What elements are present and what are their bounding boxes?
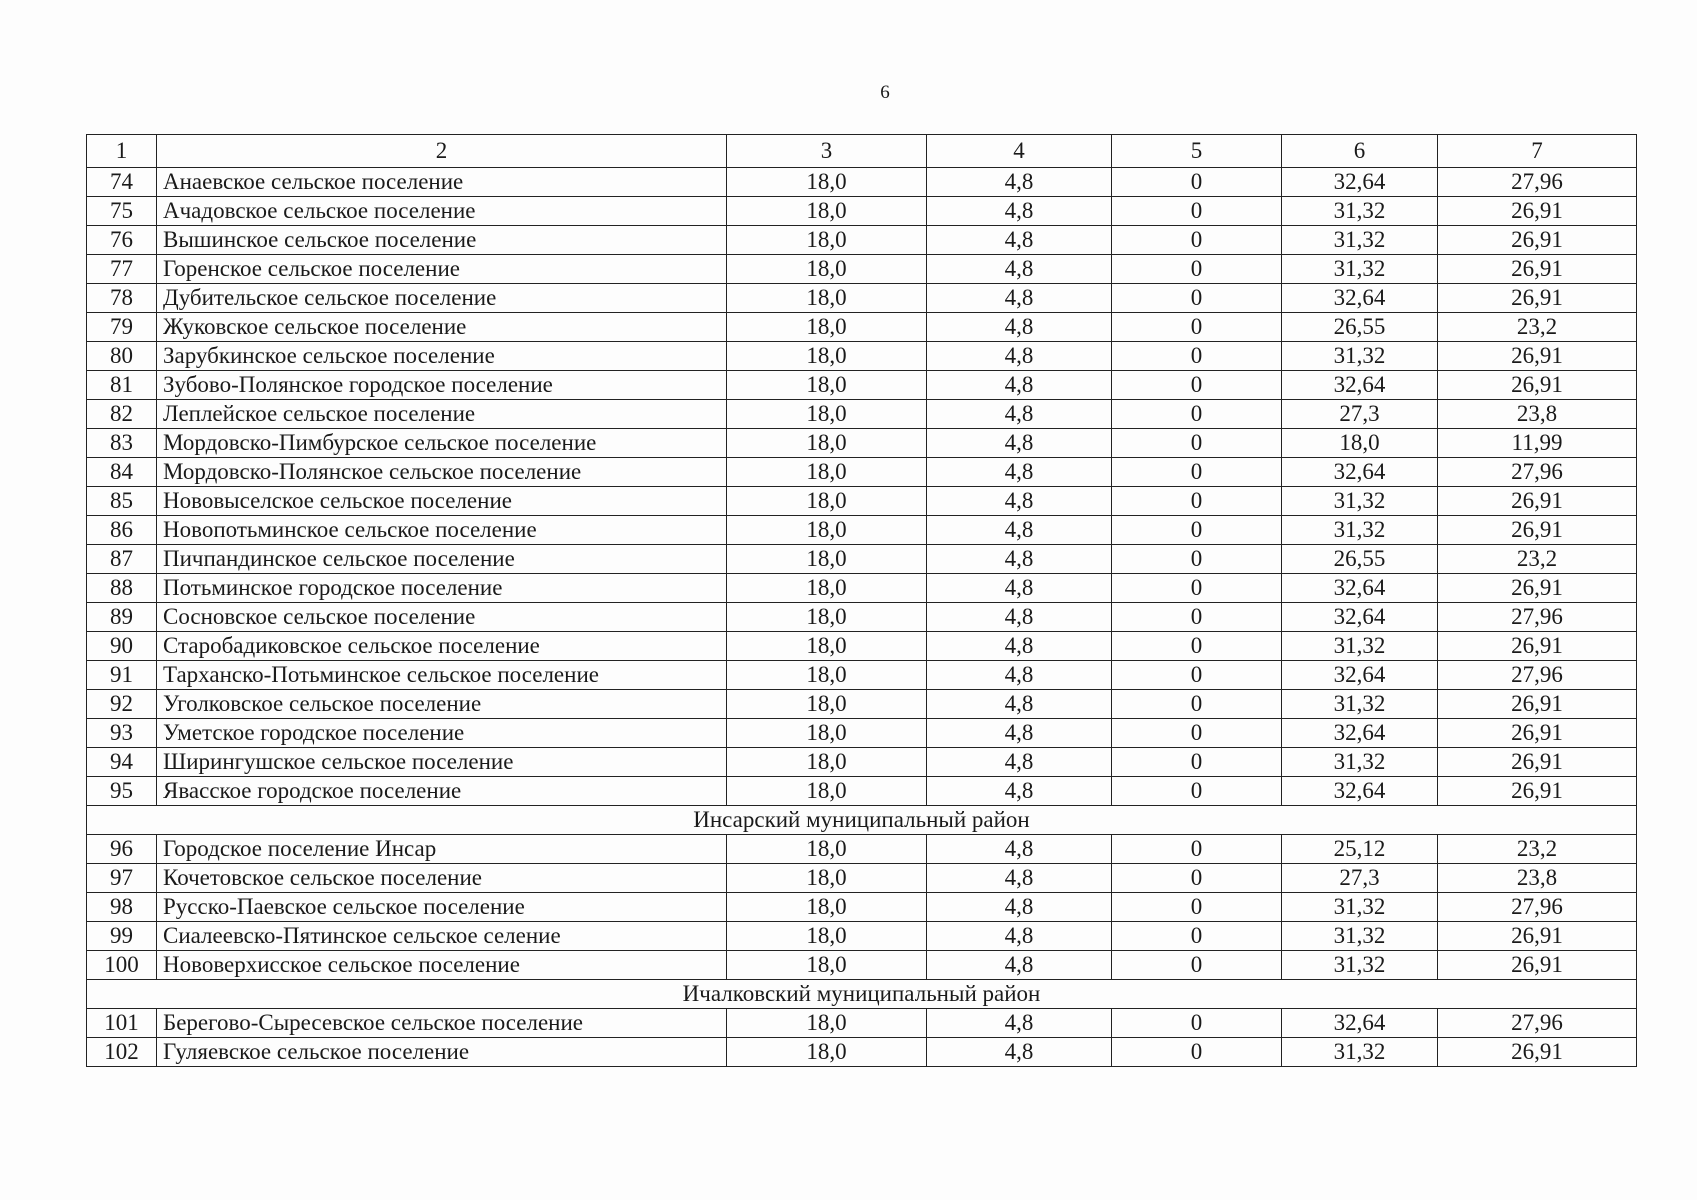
settlement-name-cell: Зубово-Полянское городское поселение <box>157 371 727 400</box>
header-cell: 1 <box>87 135 157 168</box>
col3-value-cell: 18,0 <box>727 545 927 574</box>
col6-value-cell: 31,32 <box>1282 951 1438 980</box>
col5-value-cell: 0 <box>1112 226 1282 255</box>
col5-value-cell: 0 <box>1112 371 1282 400</box>
col3-value-cell: 18,0 <box>727 603 927 632</box>
table-row <box>87 168 1637 197</box>
col3-value-cell: 18,0 <box>727 777 927 806</box>
table-row <box>87 1038 1637 1067</box>
col7-value-cell: 26,91 <box>1438 1038 1637 1067</box>
col6-value-cell: 32,64 <box>1282 1009 1438 1038</box>
row-number-cell: 98 <box>87 893 157 922</box>
col3-value-cell: 18,0 <box>727 516 927 545</box>
col6-value-cell: 32,64 <box>1282 284 1438 313</box>
col4-value-cell: 4,8 <box>927 255 1112 284</box>
settlement-name-cell: Дубительское сельское поселение <box>157 284 727 313</box>
col6-value-cell: 27,3 <box>1282 864 1438 893</box>
row-number-cell: 81 <box>87 371 157 400</box>
row-number-cell: 87 <box>87 545 157 574</box>
col4-value-cell: 4,8 <box>927 951 1112 980</box>
col3-value-cell: 18,0 <box>727 197 927 226</box>
col3-value-cell: 18,0 <box>727 168 927 197</box>
col4-value-cell: 4,8 <box>927 632 1112 661</box>
col6-value-cell: 31,32 <box>1282 632 1438 661</box>
row-number-cell: 95 <box>87 777 157 806</box>
settlement-name-cell: Жуковское сельское поселение <box>157 313 727 342</box>
col6-value-cell: 32,64 <box>1282 458 1438 487</box>
row-number-cell: 77 <box>87 255 157 284</box>
col7-value-cell: 23,2 <box>1438 835 1637 864</box>
col3-value-cell: 18,0 <box>727 835 927 864</box>
col3-value-cell: 18,0 <box>727 255 927 284</box>
col7-value-cell: 26,91 <box>1438 226 1637 255</box>
row-number-cell: 92 <box>87 690 157 719</box>
col6-value-cell: 31,32 <box>1282 690 1438 719</box>
col5-value-cell: 0 <box>1112 1009 1282 1038</box>
col4-value-cell: 4,8 <box>927 400 1112 429</box>
data-table <box>86 134 1637 1067</box>
col5-value-cell: 0 <box>1112 400 1282 429</box>
settlement-name-cell: Тарханско-Потьминское сельское поселение <box>157 661 727 690</box>
settlement-name-cell: Старобадиковское сельское поселение <box>157 632 727 661</box>
col7-value-cell: 26,91 <box>1438 516 1637 545</box>
col4-value-cell: 4,8 <box>927 719 1112 748</box>
col5-value-cell: 0 <box>1112 545 1282 574</box>
row-number-cell: 97 <box>87 864 157 893</box>
settlement-name-cell: Городское поселение Инсар <box>157 835 727 864</box>
section-row <box>87 806 1637 835</box>
header-cell: 5 <box>1112 135 1282 168</box>
col5-value-cell: 0 <box>1112 603 1282 632</box>
row-number-cell: 76 <box>87 226 157 255</box>
table-row <box>87 255 1637 284</box>
header-cell: 4 <box>927 135 1112 168</box>
settlement-name-cell: Явасское городское поселение <box>157 777 727 806</box>
col5-value-cell: 0 <box>1112 429 1282 458</box>
col5-value-cell: 0 <box>1112 690 1282 719</box>
col4-value-cell: 4,8 <box>927 545 1112 574</box>
section-row <box>87 980 1637 1009</box>
col5-value-cell: 0 <box>1112 864 1282 893</box>
settlement-name-cell: Сиалеевско-Пятинское сельское селение <box>157 922 727 951</box>
row-number-cell: 82 <box>87 400 157 429</box>
col4-value-cell: 4,8 <box>927 922 1112 951</box>
col3-value-cell: 18,0 <box>727 1009 927 1038</box>
col5-value-cell: 0 <box>1112 777 1282 806</box>
col3-value-cell: 18,0 <box>727 922 927 951</box>
col5-value-cell: 0 <box>1112 719 1282 748</box>
row-number-cell: 80 <box>87 342 157 371</box>
col6-value-cell: 31,32 <box>1282 922 1438 951</box>
col5-value-cell: 0 <box>1112 516 1282 545</box>
table-row <box>87 487 1637 516</box>
row-number-cell: 83 <box>87 429 157 458</box>
col4-value-cell: 4,8 <box>927 197 1112 226</box>
header-cell: 3 <box>727 135 927 168</box>
col7-value-cell: 26,91 <box>1438 371 1637 400</box>
col3-value-cell: 18,0 <box>727 1038 927 1067</box>
col4-value-cell: 4,8 <box>927 284 1112 313</box>
col7-value-cell: 26,91 <box>1438 690 1637 719</box>
settlement-name-cell: Нововыселское сельское поселение <box>157 487 727 516</box>
col5-value-cell: 0 <box>1112 1038 1282 1067</box>
district-section-title: Ичалковский муниципальный район <box>87 980 1637 1009</box>
table-row <box>87 690 1637 719</box>
col4-value-cell: 4,8 <box>927 371 1112 400</box>
col4-value-cell: 4,8 <box>927 1009 1112 1038</box>
settlement-name-cell: Уголковское сельское поселение <box>157 690 727 719</box>
col7-value-cell: 26,91 <box>1438 487 1637 516</box>
col6-value-cell: 26,55 <box>1282 313 1438 342</box>
col7-value-cell: 26,91 <box>1438 777 1637 806</box>
col7-value-cell: 26,91 <box>1438 922 1637 951</box>
row-number-cell: 94 <box>87 748 157 777</box>
col4-value-cell: 4,8 <box>927 1038 1112 1067</box>
settlement-name-cell: Нововерхисское сельское поселение <box>157 951 727 980</box>
col4-value-cell: 4,8 <box>927 864 1112 893</box>
col3-value-cell: 18,0 <box>727 661 927 690</box>
col5-value-cell: 0 <box>1112 632 1282 661</box>
settlement-name-cell: Зарубкинское сельское поселение <box>157 342 727 371</box>
table-row <box>87 284 1637 313</box>
row-number-cell: 86 <box>87 516 157 545</box>
table-row <box>87 313 1637 342</box>
col5-value-cell: 0 <box>1112 835 1282 864</box>
col3-value-cell: 18,0 <box>727 313 927 342</box>
table-row <box>87 922 1637 951</box>
col4-value-cell: 4,8 <box>927 574 1112 603</box>
table-row <box>87 864 1637 893</box>
col4-value-cell: 4,8 <box>927 313 1112 342</box>
row-number-cell: 75 <box>87 197 157 226</box>
col6-value-cell: 31,32 <box>1282 226 1438 255</box>
settlement-name-cell: Ширингушское сельское поселение <box>157 748 727 777</box>
col3-value-cell: 18,0 <box>727 400 927 429</box>
col6-value-cell: 31,32 <box>1282 893 1438 922</box>
col6-value-cell: 31,32 <box>1282 197 1438 226</box>
col7-value-cell: 27,96 <box>1438 458 1637 487</box>
table-row <box>87 893 1637 922</box>
settlement-name-cell: Пичпандинское сельское поселение <box>157 545 727 574</box>
col7-value-cell: 26,91 <box>1438 748 1637 777</box>
col7-value-cell: 23,2 <box>1438 313 1637 342</box>
col7-value-cell: 26,91 <box>1438 197 1637 226</box>
table-row <box>87 951 1637 980</box>
settlement-name-cell: Ачадовское сельское поселение <box>157 197 727 226</box>
settlement-name-cell: Кочетовское сельское поселение <box>157 864 727 893</box>
col4-value-cell: 4,8 <box>927 429 1112 458</box>
settlement-name-cell: Новопотьминское сельское поселение <box>157 516 727 545</box>
col4-value-cell: 4,8 <box>927 168 1112 197</box>
col5-value-cell: 0 <box>1112 313 1282 342</box>
table-row <box>87 777 1637 806</box>
col3-value-cell: 18,0 <box>727 342 927 371</box>
col3-value-cell: 18,0 <box>727 893 927 922</box>
col7-value-cell: 11,99 <box>1438 429 1637 458</box>
settlement-name-cell: Русско-Паевское сельское поселение <box>157 893 727 922</box>
col6-value-cell: 27,3 <box>1282 400 1438 429</box>
col7-value-cell: 26,91 <box>1438 632 1637 661</box>
col5-value-cell: 0 <box>1112 922 1282 951</box>
row-number-cell: 96 <box>87 835 157 864</box>
row-number-cell: 74 <box>87 168 157 197</box>
col7-value-cell: 26,91 <box>1438 951 1637 980</box>
row-number-cell: 85 <box>87 487 157 516</box>
col4-value-cell: 4,8 <box>927 487 1112 516</box>
table-row <box>87 371 1637 400</box>
col3-value-cell: 18,0 <box>727 719 927 748</box>
col6-value-cell: 32,64 <box>1282 661 1438 690</box>
table-row <box>87 719 1637 748</box>
page-number: 6 <box>880 82 890 103</box>
col5-value-cell: 0 <box>1112 748 1282 777</box>
col5-value-cell: 0 <box>1112 284 1282 313</box>
col6-value-cell: 31,32 <box>1282 748 1438 777</box>
table-row <box>87 429 1637 458</box>
table-row <box>87 632 1637 661</box>
col7-value-cell: 27,96 <box>1438 603 1637 632</box>
col6-value-cell: 31,32 <box>1282 487 1438 516</box>
col3-value-cell: 18,0 <box>727 429 927 458</box>
col3-value-cell: 18,0 <box>727 864 927 893</box>
col3-value-cell: 18,0 <box>727 574 927 603</box>
col3-value-cell: 18,0 <box>727 632 927 661</box>
row-number-cell: 90 <box>87 632 157 661</box>
table-row <box>87 342 1637 371</box>
row-number-cell: 89 <box>87 603 157 632</box>
col7-value-cell: 27,96 <box>1438 168 1637 197</box>
row-number-cell: 79 <box>87 313 157 342</box>
settlement-name-cell: Мордовско-Пимбурское сельское поселение <box>157 429 727 458</box>
col4-value-cell: 4,8 <box>927 690 1112 719</box>
col4-value-cell: 4,8 <box>927 516 1112 545</box>
col5-value-cell: 0 <box>1112 197 1282 226</box>
col4-value-cell: 4,8 <box>927 603 1112 632</box>
column-number-header-row <box>87 135 1637 168</box>
col3-value-cell: 18,0 <box>727 458 927 487</box>
col7-value-cell: 26,91 <box>1438 719 1637 748</box>
table-row <box>87 1009 1637 1038</box>
col6-value-cell: 31,32 <box>1282 1038 1438 1067</box>
col3-value-cell: 18,0 <box>727 371 927 400</box>
table-body <box>87 135 1637 1067</box>
col6-value-cell: 32,64 <box>1282 574 1438 603</box>
col3-value-cell: 18,0 <box>727 284 927 313</box>
settlement-name-cell: Леплейское сельское поселение <box>157 400 727 429</box>
table-row <box>87 400 1637 429</box>
row-number-cell: 100 <box>87 951 157 980</box>
table-row <box>87 226 1637 255</box>
table-row <box>87 545 1637 574</box>
col5-value-cell: 0 <box>1112 574 1282 603</box>
header-cell: 2 <box>157 135 727 168</box>
row-number-cell: 101 <box>87 1009 157 1038</box>
col5-value-cell: 0 <box>1112 168 1282 197</box>
col5-value-cell: 0 <box>1112 893 1282 922</box>
col7-value-cell: 27,96 <box>1438 1009 1637 1038</box>
col5-value-cell: 0 <box>1112 458 1282 487</box>
settlement-name-cell: Горенское сельское поселение <box>157 255 727 284</box>
col4-value-cell: 4,8 <box>927 226 1112 255</box>
settlement-name-cell: Потьминское городское поселение <box>157 574 727 603</box>
col6-value-cell: 25,12 <box>1282 835 1438 864</box>
col6-value-cell: 31,32 <box>1282 255 1438 284</box>
col7-value-cell: 27,96 <box>1438 893 1637 922</box>
col7-value-cell: 26,91 <box>1438 255 1637 284</box>
table-row <box>87 574 1637 603</box>
col3-value-cell: 18,0 <box>727 226 927 255</box>
settlement-name-cell: Сосновское сельское поселение <box>157 603 727 632</box>
col4-value-cell: 4,8 <box>927 748 1112 777</box>
col7-value-cell: 26,91 <box>1438 574 1637 603</box>
row-number-cell: 99 <box>87 922 157 951</box>
col3-value-cell: 18,0 <box>727 690 927 719</box>
col4-value-cell: 4,8 <box>927 661 1112 690</box>
col4-value-cell: 4,8 <box>927 777 1112 806</box>
col5-value-cell: 0 <box>1112 255 1282 284</box>
table-row <box>87 748 1637 777</box>
col3-value-cell: 18,0 <box>727 748 927 777</box>
col6-value-cell: 18,0 <box>1282 429 1438 458</box>
col3-value-cell: 18,0 <box>727 951 927 980</box>
settlement-name-cell: Мордовско-Полянское сельское поселение <box>157 458 727 487</box>
table-row <box>87 835 1637 864</box>
col6-value-cell: 32,64 <box>1282 603 1438 632</box>
table-row <box>87 197 1637 226</box>
row-number-cell: 91 <box>87 661 157 690</box>
col6-value-cell: 32,64 <box>1282 777 1438 806</box>
col6-value-cell: 32,64 <box>1282 168 1438 197</box>
col6-value-cell: 26,55 <box>1282 545 1438 574</box>
col7-value-cell: 26,91 <box>1438 342 1637 371</box>
col5-value-cell: 0 <box>1112 342 1282 371</box>
table-row <box>87 603 1637 632</box>
col7-value-cell: 26,91 <box>1438 284 1637 313</box>
settlement-name-cell: Анаевское сельское поселение <box>157 168 727 197</box>
row-number-cell: 88 <box>87 574 157 603</box>
table-row <box>87 661 1637 690</box>
col4-value-cell: 4,8 <box>927 893 1112 922</box>
col6-value-cell: 31,32 <box>1282 516 1438 545</box>
col7-value-cell: 23,8 <box>1438 400 1637 429</box>
district-section-title: Инсарский муниципальный район <box>87 806 1637 835</box>
col7-value-cell: 23,8 <box>1438 864 1637 893</box>
table-row <box>87 458 1637 487</box>
row-number-cell: 102 <box>87 1038 157 1067</box>
row-number-cell: 78 <box>87 284 157 313</box>
header-cell: 6 <box>1282 135 1438 168</box>
settlement-name-cell: Уметское городское поселение <box>157 719 727 748</box>
settlement-name-cell: Гуляевское сельское поселение <box>157 1038 727 1067</box>
col7-value-cell: 23,2 <box>1438 545 1637 574</box>
col6-value-cell: 32,64 <box>1282 719 1438 748</box>
settlement-name-cell: Берегово-Сыресевское сельское поселение <box>157 1009 727 1038</box>
col6-value-cell: 31,32 <box>1282 342 1438 371</box>
settlement-name-cell: Вышинское сельское поселение <box>157 226 727 255</box>
col5-value-cell: 0 <box>1112 951 1282 980</box>
header-cell: 7 <box>1438 135 1637 168</box>
row-number-cell: 84 <box>87 458 157 487</box>
row-number-cell: 93 <box>87 719 157 748</box>
col4-value-cell: 4,8 <box>927 458 1112 487</box>
col3-value-cell: 18,0 <box>727 487 927 516</box>
col4-value-cell: 4,8 <box>927 835 1112 864</box>
col4-value-cell: 4,8 <box>927 342 1112 371</box>
col5-value-cell: 0 <box>1112 661 1282 690</box>
table-row <box>87 516 1637 545</box>
col6-value-cell: 32,64 <box>1282 371 1438 400</box>
col7-value-cell: 27,96 <box>1438 661 1637 690</box>
col5-value-cell: 0 <box>1112 487 1282 516</box>
